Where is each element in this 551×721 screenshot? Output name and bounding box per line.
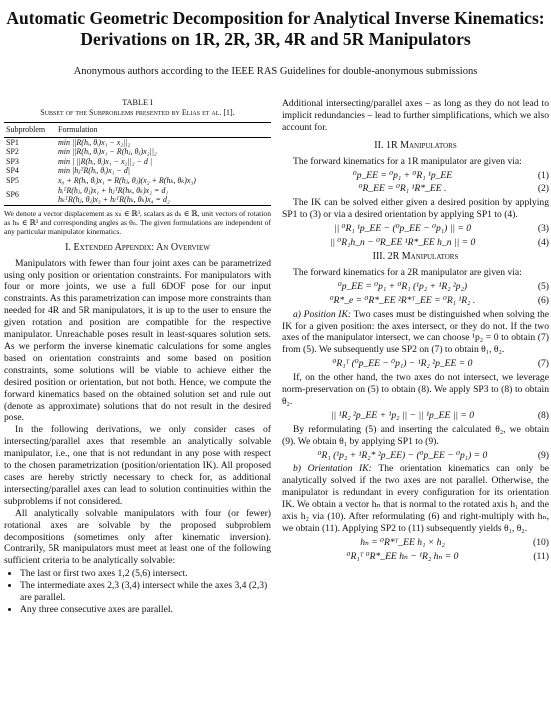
table-row xyxy=(4,147,271,157)
equation-body: ⁰R₁ᵀ (⁰p_EE − ⁰p₁) − ¹R₂ ²p_EE = 0 xyxy=(332,358,473,370)
equation-4 xyxy=(282,237,549,249)
equation-number: (1) xyxy=(537,169,549,181)
section-heading-2: II. 1R Manipulators xyxy=(374,139,457,151)
table-cell-formula: min ||R(hᵢ, θᵢ)x₁ − R(hⱼ, θⱼ)x₂||₂ xyxy=(58,147,157,157)
sp6-line-2: hₖᵀR(hⱼ, θⱼ)x₃ + hₗᵀR(hₖ, θₖ)x₄ = d₂ xyxy=(58,195,170,205)
list-item: • The intermediate axes 2,3 (3,4) intersect while the axes 3,4 (2,3) are parallel. xyxy=(20,580,271,604)
paragraph-position-ik xyxy=(282,309,549,357)
title-line-2: Derivations on 1R, 2R, 3R, 4R and 5R Manipulators xyxy=(80,29,471,49)
table-caption: Subset of the Subproblems presented by Elias et al. [1]. xyxy=(40,108,235,117)
table-cell-formula: min |hⱼᵀR(hᵢ, θᵢ)x₁ − d| xyxy=(58,166,131,176)
paragraph: In the following derivations, we only consider cases of intersecting/parallel axes that resemble an analytically solvable manipulator, i.e., one that is not redundant in any pose with respect to the chosen parametrization (position/orientation IK). All proposed cases are hereby strictly necessary to check for, as additional intersecting/parallel axes can lead to solution continuities within the subproblems if not considered. xyxy=(4,424,271,507)
equation-body: || ¹R₂ ²p_EE + ¹p₂ || − || ¹p_EE || = 0 xyxy=(330,409,475,421)
subsection-title: b) Orientation IK: xyxy=(293,463,372,475)
equation-5 xyxy=(282,281,549,293)
equation-number: (8) xyxy=(537,409,549,421)
paragraph-text: Two cases must be distinguished when solving the IK for a given position: the axes intersect, or they do not. If the two axes of the manipulator intersect, we can choose ¹p₂ = 0 to obtain (7) from (5). We subsequently use SP2 on (7) to obtain θ₁, θ₂. xyxy=(282,308,550,356)
table-cell-formula: min ||R(hᵢ, θᵢ)x₁ − x₂||₂ xyxy=(58,137,131,147)
equation-3 xyxy=(282,223,549,235)
equation-body: || ⁰R₁ ¹p_EE − (⁰p_EE − ⁰p₁) || = 0 xyxy=(333,223,472,235)
table-cell-formula: x₀ + R(hᵢ, θᵢ)x₁ = R(hⱼ, θⱼ)(x₂ + R(hₖ, θₖ)x₃) xyxy=(58,175,196,185)
equation-body: ⁰p_EE = ⁰p₁ + ⁰R₁ ¹p_EE xyxy=(352,169,453,181)
table-cell-name: SP4 xyxy=(6,166,19,176)
table-cell-name: SP1 xyxy=(6,137,19,147)
equation-body: ⁰R₁ (¹p₂ + ¹R₂* ²p_EE) − (⁰p_EE − ⁰p₁) = 0 xyxy=(317,449,488,461)
equation-7 xyxy=(282,358,549,370)
equation-number: (6) xyxy=(537,294,549,306)
equation-number: (11) xyxy=(533,550,549,562)
table-row xyxy=(4,166,271,176)
list-item: • The last or first two axes 1,2 (5,6) intersect. xyxy=(20,568,271,580)
author-line: Anonymous authors according to the IEEE RAS Guidelines for double-anonymous submissions xyxy=(73,66,478,77)
equation-body: ⁰R_EE = ⁰R₁ ¹R*_EE . xyxy=(358,183,447,195)
equation-9 xyxy=(282,450,549,462)
equation-number: (2) xyxy=(537,183,549,195)
equation-body: hₙ = ⁰R*ᵀ_EE h₁ × h₂ xyxy=(360,536,445,548)
list-item: • Any three consecutive axes are parallel. xyxy=(20,604,271,616)
paragraph: The IK can be solved either given a desired position by applying SP1 to (3) or via a desired orientation by applying SP1 to (4). xyxy=(282,197,549,221)
section-heading-1: I. Extended Appendix: An Overview xyxy=(65,241,210,253)
table-cell-formula xyxy=(56,186,271,206)
table-cell-name: SP2 xyxy=(6,147,19,157)
equation-body: || ⁰R₁h_n − ⁰R_EE ¹R*_EE h_n || = 0 xyxy=(329,237,476,249)
table-header-subproblem: Subproblem xyxy=(4,123,56,138)
equation-8 xyxy=(282,410,549,422)
equation-2 xyxy=(282,183,549,195)
sp6-line-1: hᵢᵀR(hⱼ, θⱼ)x₁ + hⱼᵀR(hₖ, θₖ)x₂ = d₁ xyxy=(58,185,169,195)
right-column xyxy=(282,98,549,565)
title-line-1: Automatic Geometric Decomposition for Analytical Inverse Kinematics: xyxy=(6,8,545,28)
paragraph: Additional intersecting/parallel axes – as long as they do not lead to implicit redundancies – lead to further simplifications, which we also account for. xyxy=(282,98,549,133)
table-cell-name: SP6 xyxy=(4,186,56,206)
table-header-formulation: Formulation xyxy=(56,123,271,138)
paragraph: All analytically solvable manipulators with four (or fewer) rotational axes are solvable by the proposed subproblem decompositions (sometimes only after kinematic inversion). Contrarily, 5R manipulators must meet at least one of the following sufficient criteria to be analytically solvable: xyxy=(4,507,271,567)
table-row xyxy=(4,157,271,167)
equation-body: ⁰p_EE = ⁰p₁ + ⁰R₁ (¹p₂ + ¹R₂ ²p₂) xyxy=(337,280,468,292)
paragraph: By reformulating (5) and inserting the calculated θ₂, we obtain (9). We obtain θ₁ by applying SP1 to (9). xyxy=(282,423,549,447)
equation-6 xyxy=(282,295,549,307)
equation-number: (9) xyxy=(537,449,549,461)
equation-1 xyxy=(282,170,549,182)
paragraph-text: The orientation kinematics can only be analytically solved if the two axes are not parallel. Otherwise, the manipulator is redundant in every configuration for its orientation IK. We obtain a vector hₙ that is normal to the rotated axis h₁ and the axis h₂ via (10). After reformulating (6) and right-multiply with hₙ, we obtain (11). Applying SP2 to (11) subsequently yields θ₁, θ₂. xyxy=(282,463,550,534)
table-header-row xyxy=(4,123,271,138)
table-cell-name: SP3 xyxy=(6,156,19,166)
equation-number: (5) xyxy=(537,280,549,292)
subproblem-table xyxy=(4,122,271,206)
equation-number: (3) xyxy=(537,223,549,235)
table-cell-name: SP5 xyxy=(6,175,19,185)
equation-number: (7) xyxy=(537,358,549,370)
equation-body: ⁰R₁ᵀ ⁰R*_EE hₙ − ¹R₂ hₙ = 0 xyxy=(346,550,459,562)
subsection-title: a) Position IK: xyxy=(293,308,352,320)
table-note: We denote a vector displacement as xₙ ∈ ℝ³, scalars as dₙ ∈ ℝ, unit vectors of rotation as hₙ ∈ ℝ³ and corresponding angles as θₙ. The given formulations are independent of any particular manipulator kinematics. xyxy=(4,208,271,236)
paper-title xyxy=(0,8,551,50)
paragraph: The forward kinematics for a 2R manipulator are given via: xyxy=(293,266,522,278)
paragraph: If, on the other hand, the two axes do not intersect, we leverage norm-preservation on (5) to obtain (8). We apply SP3 to (8) to obtain θ₂. xyxy=(282,372,549,407)
equation-body: ⁰R*_e = ⁰R*_EE ²R*ᵀ_EE = ⁰R₁ ¹R₂ . xyxy=(329,294,476,306)
section-heading-3: III. 2R Manipulators xyxy=(372,250,459,262)
table-row xyxy=(4,176,271,186)
table-label: TABLE I xyxy=(122,98,153,107)
criteria-list xyxy=(4,568,271,616)
paragraph: The forward kinematics for a 1R manipulator are given via: xyxy=(293,155,522,167)
table-cell-formula: min | ||R(hᵢ, θᵢ)x₁ − x₂||₂ − d | xyxy=(58,156,153,166)
equation-10 xyxy=(282,537,549,549)
left-column xyxy=(4,98,271,616)
paragraph-orientation-ik xyxy=(282,463,549,534)
equation-number: (10) xyxy=(533,536,549,548)
table-row xyxy=(4,137,271,147)
table-row xyxy=(4,186,271,206)
equation-11 xyxy=(282,551,549,563)
equation-number: (4) xyxy=(537,237,549,249)
paragraph: Manipulators with fewer than four joint axes can be parametrized using only position or orientation constraints. For manipulators with four or more joints, we use a full 6DOF pose for our input constraints. As this parametrization can impose more constraints than needed for 4R and 5R manipulators, it is up to the user to ensure the given rotation and position are compatible for the respective manipulator. Unreachable poses result in least-squares solution sets. As we perform the inverse kinematic calculations for some angles based on orientation constraints and some based on position constraints, some solutions will be viable to achieve either the desired position or orientation, but not both. Hence, we compute the forward kinematics based on the obtained solution set and rule out (denote as approximate) solutions that do not result in the desired pose. xyxy=(4,257,271,424)
